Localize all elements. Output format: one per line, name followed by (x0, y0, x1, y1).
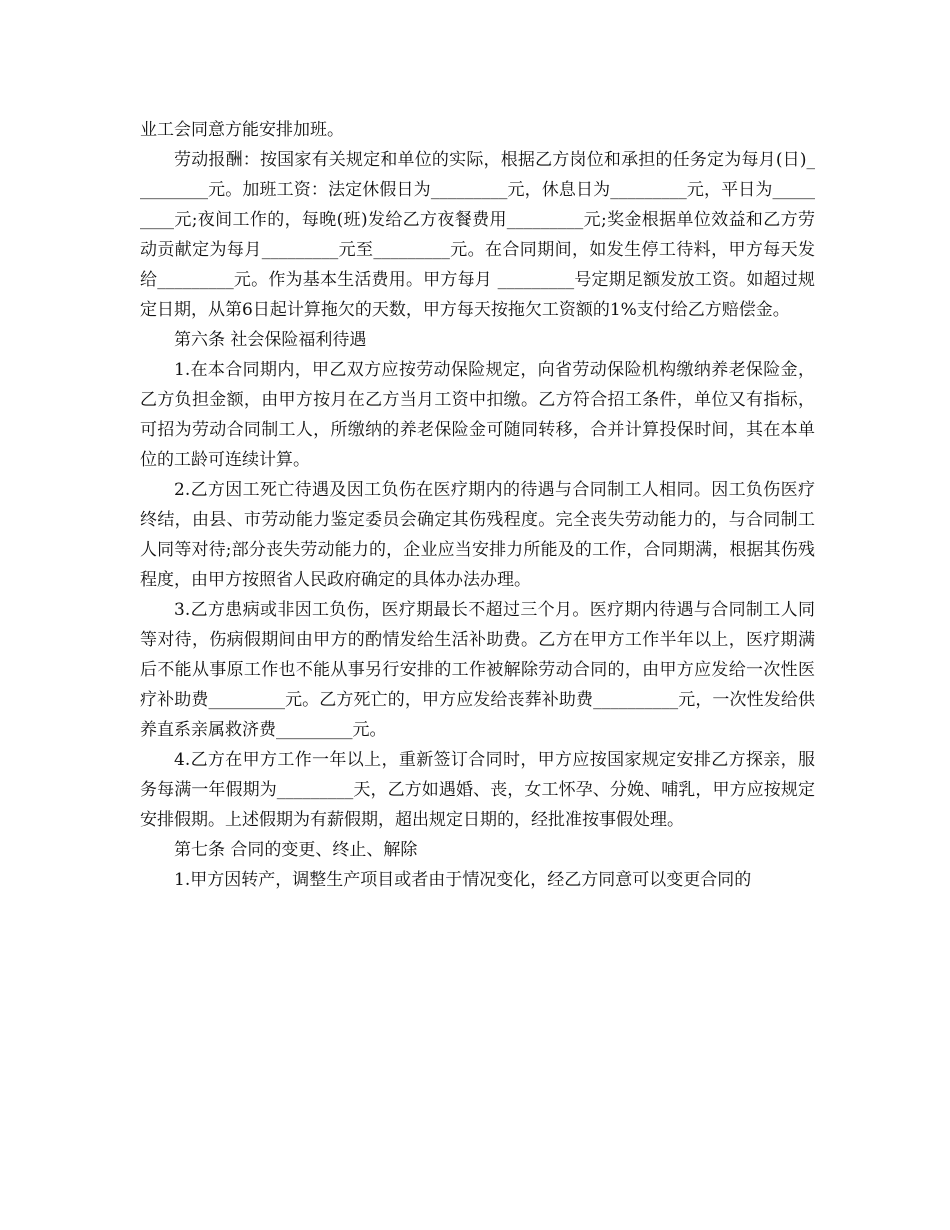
paragraph-article-6-item-4: 4.乙方在甲方工作一年以上，重新签订合同时，甲方应按国家规定安排乙方探亲，服务每满一年假期为_________天，乙方如遇婚、丧，女工怀孕、分娩、哺乳，甲方应按规定安排假期。上述假期为有薪假期，超出规定日期的，经批准按事假处理。 (140, 750, 815, 830)
paragraph-labor-remuneration: 劳动报酬：按国家有关规定和单位的实际，根据乙方岗位和承担的任务定为每月(日)_________元。加班工资：法定休假日为_________元，休息日为_________元，平日为_________元;夜间工作的，每晚(班)发给乙方夜餐费用_________元;奖金根据单位效益和乙方劳动贡献定为每月_________元至_________元。在合同期间，如发生停工待料，甲方每天发给_________元。作为基本生活费用。甲方每月 _________号定期足额发放工资。如超过规定日期，从第6日起计算拖欠的天数，甲方每天按拖欠工资额的1%支付给乙方赔偿金。 (140, 150, 815, 320)
document-body (140, 115, 815, 895)
heading-article-7: 第七条 合同的变更、终止、解除 (174, 840, 418, 860)
paragraph-continuation: 业工会同意方能安排加班。 (140, 120, 344, 140)
paragraph-article-6-item-2: 2.乙方因工死亡待遇及因工负伤在医疗期内的待遇与合同制工人相同。因工负伤医疗终结，由县、市劳动能力鉴定委员会确定其伤残程度。完全丧失劳动能力的，与合同制工人同等对待;部分丧失劳动能力的，企业应当安排力所能及的工作，合同期满，根据其伤残程度，由甲方按照省人民政府确定的具体办法办理。 (140, 480, 815, 590)
paragraph-article-6-item-1: 1.在本合同期内，甲乙双方应按劳动保险规定，向省劳动保险机构缴纳养老保险金，乙方负担金额，由甲方按月在乙方当月工资中扣缴。乙方符合招工条件，单位又有指标，可招为劳动合同制工人，所缴纳的养老保险金可随同转移，合并计算投保时间，其在本单位的工龄可连续计算。 (140, 360, 815, 470)
heading-article-6: 第六条 社会保险福利待遇 (174, 330, 367, 350)
paragraph-article-6-item-3: 3.乙方患病或非因工负伤，医疗期最长不超过三个月。医疗期内待遇与合同制工人同等对待，伤病假期间由甲方的酌情发给生活补助费。乙方在甲方工作半年以上，医疗期满后不能从事原工作也不能从事另行安排的工作被解除劳动合同的，由甲方应发给一次性医疗补助费_________元。乙方死亡的，甲方应发给丧葬补助费__________元，一次性发给供养直系亲属救济费_________元。 (140, 600, 815, 740)
paragraph-article-7-item-1: 1.甲方因转产，调整生产项目或者由于情况变化，经乙方同意可以变更合同的 (174, 870, 752, 890)
